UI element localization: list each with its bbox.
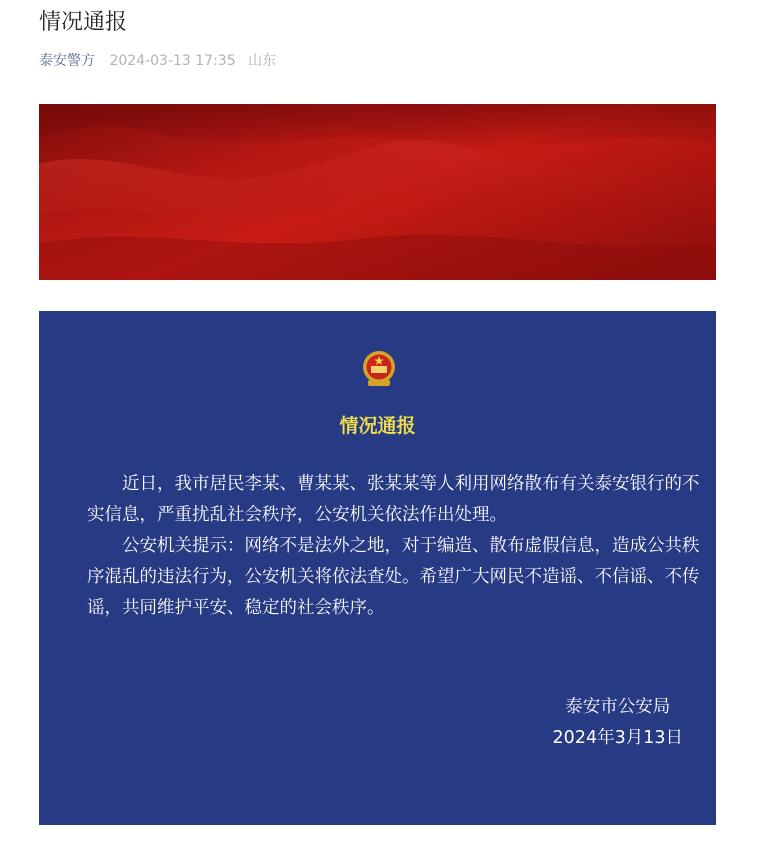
signature-date: 2024年3月13日	[552, 728, 683, 748]
notice-paragraph: 公安机关提示：网络不是法外之地，对于编造、散布虚假信息，造成公共秩序混乱的违法行为，公安机关将依法查处。希望广大网民不造谣、不信谣、不传谣，共同维护平安、稳定的社会秩序。	[87, 536, 700, 618]
red-flag-icon	[39, 104, 716, 280]
notice-card	[39, 311, 716, 825]
signature-org: 泰安市公安局	[565, 697, 671, 717]
publish-time: 2024-03-13 17:35	[109, 53, 236, 69]
notice-heading: 情况通报	[339, 415, 416, 437]
author-link[interactable]: 泰安警方	[39, 53, 95, 69]
notice-signature	[553, 692, 683, 754]
publish-location: 山东	[248, 53, 277, 69]
notice-body	[87, 469, 707, 624]
red-flag-banner-image	[39, 104, 716, 280]
article-title: 情况通报	[39, 10, 128, 35]
police-emblem-icon	[360, 349, 398, 389]
notice-paragraph: 近日，我市居民李某、曹某某、张某某等人利用网络散布有关泰安银行的不实信息，严重扰乱社会秩序，公安机关依法作出处理。	[87, 474, 700, 525]
article-meta	[39, 51, 276, 71]
